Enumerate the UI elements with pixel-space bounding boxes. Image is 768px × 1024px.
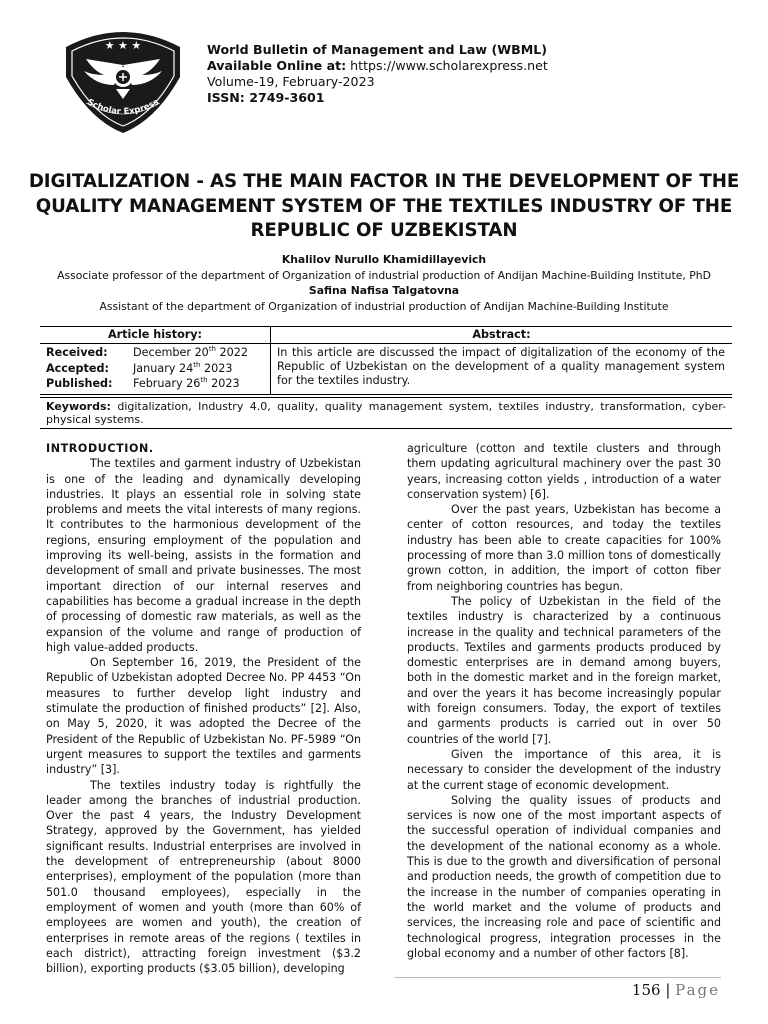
author-name: Khalilov Nurullo Khamidillayevich — [281, 253, 487, 266]
author-affiliation: Associate professor of the department of Organization of industrial production of Andijan Machine-Building Institute, PhD — [57, 268, 711, 282]
paragraph: The policy of Uzbekistan in the field of the textiles industry is characterized by a continuous increase in the quality and technical parameters of the products. Textiles and garments products produced by domestic enterprises are in demand among buyers, both in the domestic market and in the foreign market, and over the years it has become increasingly popular with foreign consumers. Today, the export of textiles and garments products is carried out in over 50 countries of the world [7]. — [407, 594, 721, 746]
abstract-text: In this article are discussed the impact of digitalization of the economy of the Republic of Uzbekistan on the development of a quality management system for the textiles industry. — [277, 346, 725, 387]
history-header: Article history: — [40, 327, 271, 343]
accepted-date: January 24th 2023 — [133, 360, 233, 375]
published-date: February 26th 2023 — [133, 376, 240, 390]
section-heading: INTRODUCTION. — [46, 442, 154, 455]
paragraph: Over the past years, Uzbekistan has become a center of cotton resources, and today the textiles industry has been able to create capacities for 100% processing of more than 3.0 million tons of domestically grown cotton, in addition, the import of cotton fiber from neighboring countries has begun. — [407, 503, 721, 593]
authors-block — [42, 252, 726, 314]
footer-rule — [394, 977, 721, 978]
body-column-right — [407, 441, 721, 961]
page-number: 156 | Page — [631, 981, 720, 999]
article-info-table — [40, 326, 732, 395]
keywords-label: Keywords: — [46, 400, 111, 413]
accepted-row: Accepted: January 24th 2023 — [46, 360, 233, 375]
journal-logo — [56, 25, 190, 135]
svg-text:★ ★ ★: ★ ★ ★ — [104, 39, 142, 52]
received-row: Received: December 20th 2022 — [46, 345, 249, 359]
keywords — [40, 397, 732, 429]
author-affiliation: Assistant of the department of Organization of industrial production of Andijan Machine-Building Institute — [99, 299, 669, 313]
available-online: Available Online at: https://www.scholarexpress.net — [207, 58, 548, 73]
paragraph: Solving the quality issues of products and services is now one of the most important aspects of the successful operation of individual companies and the development of the national economy as a whole. This is due to the growth and diversification of personal and production needs, the growth of competition due to the increase in the number of companies operating in the world market and the volume of products and services, the increasing role and pace of scientific and technological progress, integration processes in the global economy and a number of other factors [8]. — [407, 793, 721, 960]
volume-info: Volume-19, February-2023 — [207, 74, 375, 89]
paragraph: The textiles and garment industry of Uzbekistan is one of the leading and dynamically developing industries. It plays an essential role in solving state problems and meets the vital interests of many regions. It contributes to the harmonious development of the regions, ensuring employment of the population and improving its well-being, assists in the formation and development of small and private businesses. The most important direction of our internal reserves and capabilities has become a gradual increase in the depth of processing of domestic raw materials, as well as the expansion of the volume and range of production of high value-added products. — [46, 457, 361, 654]
paragraph: The textiles industry today is rightfully the leader among the branches of industrial production. Over the past 4 years, the Industry Development Strategy, approved by the Government, has yielded significant results. Industrial enterprises are involved in the development of entrepreneurship (about 8000 enterprises), employment of the population (more than 501.0 thousand employees), especially in the employment of women and youth (more than 60% of employees are women and youth), the creation of enterprises in remote areas of the regions ( textiles in each district), attracting foreign investment ($3.2 billion), exporting products ($3.05 billion), developing — [46, 778, 361, 976]
journal-url[interactable]: https://www.scholarexpress.net — [350, 58, 548, 73]
abstract-header: Abstract: — [472, 328, 531, 341]
history-dates — [40, 344, 271, 394]
svg-text:Scholar Express: Scholar Express — [85, 97, 161, 118]
received-date: December 20th 2022 — [133, 345, 249, 359]
keywords-text: digitalization, Industry 4.0, quality, quality management system, textiles industry, transformation, cyber-physical systems. — [46, 400, 726, 426]
paragraph: On September 16, 2019, the President of the Republic of Uzbekistan adopted Decree No. PP 4453 “On measures to further develop light industry and stimulate the production of finished products” [2]. Also, on May 5, 2020, it was adopted the Decree of the President of the Republic of Uzbekistan No. PF-5989 “On urgent measures to support the textiles and garments industry” [3]. — [46, 656, 361, 777]
journal-header — [207, 42, 548, 106]
paragraph: Given the importance of this area, it is necessary to consider the development of the industry at the current stage of economic development. — [407, 747, 721, 792]
journal-title: World Bulletin of Management and Law (WBML) — [207, 42, 548, 57]
body-column-left — [46, 441, 361, 976]
paragraph-continued: agriculture (cotton and textile clusters and through them updating agricultural machinery over the past 30 years, increasing cotton yields , introduction of a water conservation system) [6]. — [407, 442, 721, 501]
published-row: Published: February 26th 2023 — [46, 376, 240, 390]
issn: ISSN: 2749-3601 — [207, 90, 325, 105]
author-name: Safina Nafisa Talgatovna — [308, 284, 460, 297]
paper-title: DIGITALIZATION - AS THE MAIN FACTOR IN THE DEVELOPMENT OF THE QUALITY MANAGEMENT SYSTEM OF THE TEXTILES INDUSTRY OF THE REPUBLIC OF UZBEKISTAN — [28, 171, 740, 241]
